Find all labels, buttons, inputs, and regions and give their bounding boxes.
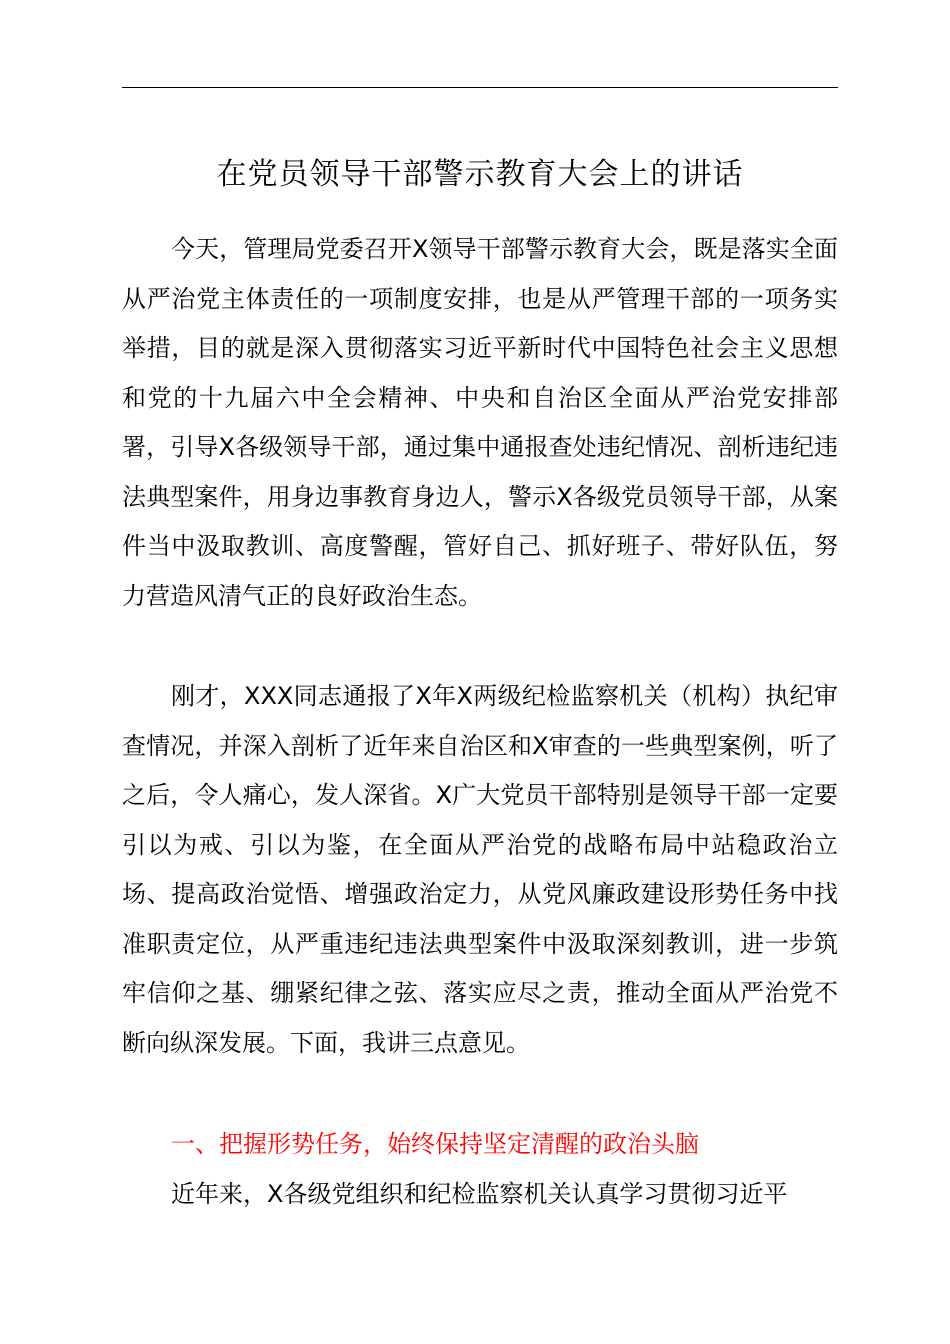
section-heading-1: 一、把握形势任务，始终保持坚定清醒的政治头脑 [171,1130,699,1158]
body-paragraph-1: 今天，管理局党委召开X领导干部警示教育大会，既是落实全面从严治党主体责任的一项制度安排，也是从严管理干部的一项务实举措，目的就是深入贯彻落实习近平新时代中国特色社会主义思想和党的十九届六中全会精神、中央和自治区全面从严治党安排部署，引导X各级领导干部，通过集中通报查处违纪情况、剖析违纪违法典型案件，用身边事教育身边人，警示X各级党员领导干部，从案件当中汲取教训、高度警醒，管好自己、抓好班子、带好队伍，努力营造风清气正的良好政治生态。 [122,235,838,610]
body-paragraph-2: 刚才，XXX同志通报了X年X两级纪检监察机关（机构）执纪审查情况，并深入剖析了近年来自治区和X审查的一些典型案例，听了之后，令人痛心，发人深省。X广大党员干部特别是领导干部一定要引以为戒、引以为鉴，在全面从严治党的战略布局中站稳政治立场、提高政治觉悟、增强政治定力，从党风廉政建设形势任务中找准职责定位，从严重违纪违法典型案件中汲取深刻教训，进一步筑牢信仰之基、绷紧纪律之弦、落实应尽之责，推动全面从严治党不断向纵深发展。下面，我讲三点意见。 [122,682,838,1057]
document-title: 在党员领导干部警示教育大会上的讲话 [216,157,744,192]
header-rule [122,87,838,88]
body-paragraph-3: 近年来，X各级党组织和纪检监察机关认真学习贯彻习近平 [171,1180,788,1208]
